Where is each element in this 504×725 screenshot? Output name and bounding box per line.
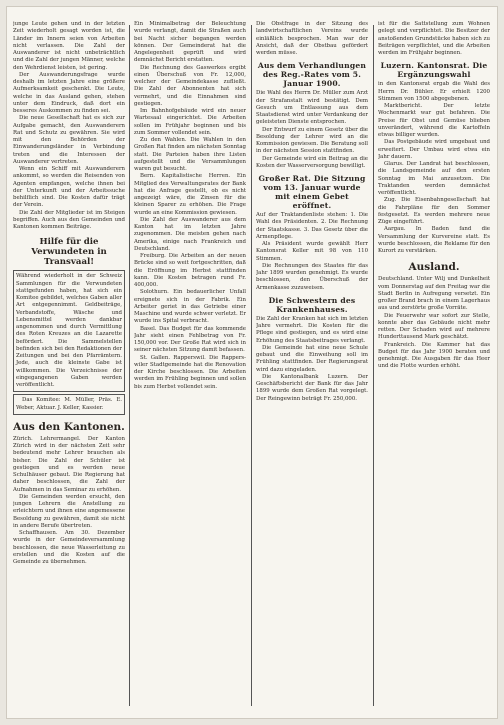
article-paragraph: Die Rechnungen des Staates für das Jahr 1899 wurden genehmigt. Es wurde beschlossen, den Überschuß der Armenkasse zuzuweisen. [256, 262, 368, 291]
article-paragraph: Frankreich. Die Kammer hat das Budget für das Jahr 1900 beraten und genehmigt. Die Ausgaben für das Heer und die Flotte wurden erhöht. [378, 341, 490, 370]
article-paragraph: junge Leute gehen und in der letzten Zeit wiederholt gesagt worden ist, die Länder im Innern seien von Arbeiten nicht verlassen. Die Zahl der Auswanderer ist nicht unbeträchtlich und die Zahl der jungen Männer, welche den Wehrdienst leisten, ist gering. [13, 21, 125, 71]
article-paragraph: Als Präsident wurde gewählt Herr Kantonsrat Keller mit 98 von 110 Stimmen. [256, 241, 368, 262]
article-paragraph: Marktbericht. Der letzte Wochenmarkt war gut befahren. Die Preise für Obst und Gemüse blieben unverändert, während die Kartoffeln etwas billiger wurden. [378, 103, 490, 138]
column-3 [256, 21, 368, 711]
article-paragraph: Solothurn. Ein bedauerlicher Unfall ereignete sich in der Fabrik. Ein Arbeiter geriet in das Getriebe einer Maschine und wurde schwer verletzt. Er wurde ins Spital verbracht. [134, 289, 246, 325]
article-paragraph: Der Entwurf zu einem Gesetz über die Besoldung der Lehrer wird an die Kommission gewiesen. Die Beratung soll in der nächsten Session stattfinden. [256, 126, 368, 155]
article-paragraph: in den Kantonsrat ergab die Wahl des Herrn Dr. Bühler. Er erhielt 1200 Stimmen von 1500 abgegebenen. [378, 81, 490, 102]
article-paragraph: Die Wahl des Herrn Dr. Müller zum Arzt der Strafanstalt wird bestätigt. Dem Gesuch um Entlassung aus dem Staatsdienst wird unter Verdankung der geleisteten Dienste entsprochen. [256, 90, 368, 126]
section-heading: Aus den Kantonen. [13, 420, 125, 433]
column-1 [13, 21, 125, 711]
article-paragraph: Wenn ein Schiff mit Auswanderern ankommt, so werden die Reisenden von Agenten empfangen, welche ihnen bei der Unterkunft und der Arbeitssuche behilflich sind. Die Kosten dafür trägt der Verein. [13, 166, 125, 209]
article-paragraph: Die Zahl der Auswanderer aus dem Kanton hat im letzten Jahre zugenommen. Die meisten gehen nach Amerika, einige nach Frankreich und Deutschland. [134, 216, 246, 252]
article-paragraph: Die Gemeinde hat eine neue Schule gebaut und die Einweihung soll im Frühling stattfinden. Der Regierungsrat wird dazu eingeladen. [256, 344, 368, 373]
article-paragraph: St. Gallen. Rapperswil. Die Rappers-wiler Stadtgemeinde hat die Renovation der Kirche beschlossen. Die Arbeiten werden im Frühling beginnen und sollen bis zum Herbst vollendet sein. [134, 354, 246, 390]
article-paragraph: Bern. Kapitalistische Herren. Ein Mitglied des Verwaltungsrates der Bank hat die Anfrage gestellt, ob es nicht angezeigt wäre, die Zinsen für die kleinen Sparer zu erhöhen. Die Frage wurde an eine Kommission gewiesen. [134, 173, 246, 216]
article-paragraph: Basel. Das Budget für das kommende Jahr sieht einen Fehlbetrag von Fr. 150,000 vor. Der Große Rat wird sich in seiner nächsten Sitzung damit befassen. [134, 325, 246, 354]
appeal-box-text: Während wiederholt in der Schweiz Sammlungen für die Verwundeten stattgefunden haben, hat sich ein Komitee gebildet, welches Gaben aller Art entgegennimmt. Geldbeiträge, Verbandstoffe, Wäsche und Lebensmittel werden dankbar angenommen und durch Vermittlung des Roten Kreuzes an die Lazarette befördert. Die Sammelstellen befinden sich bei den Redaktionen der Zeitungen und bei den Pfarrämtern. Jede, auch die kleinste Gabe ist willkommen. Die Verzeichnisse der eingegangenen Gaben werden veröffentlicht. [13, 270, 125, 392]
article-paragraph: Auf der Traktandenliste stehen: 1. Die Wahl des Präsidenten. 2. Die Rechnung der Staatskasse. 3. Das Gesetz über die Armenpflege. [256, 212, 368, 240]
section-heading: Ausland. [408, 261, 460, 274]
article-paragraph: Zug. Die Eisenbahngesellschaft hat die Fahrpläne für den Sommer festgesetzt. Es werden mehrere neue Züge eingeführt. [378, 197, 490, 225]
article-paragraph: Schaffhausen. Am 30. Dezember wurde in der Gemeindeversammlung beschlossen, die neue Wasserleitung zu erstellen und die Kosten auf die Gemeinde zu übernehmen. [13, 530, 125, 565]
article-paragraph: Der Auswanderungsfrage wurde deshalb im letzten Jahre eine größere Aufmerksamkeit geschenkt. Die Leute, welche in das Ausland gehen, stehen unter dem Eindruck, daß dort ein besseres Auskommen zu finden sei. [13, 71, 125, 114]
article-paragraph: Die Feuerwehr war sofort zur Stelle, konnte aber das Gebäude nicht mehr retten. Der Schaden wird auf mehrere Hunderttausend Mark geschätzt. [378, 312, 490, 341]
appeal-heading: Hilfe für die Verwundeten in Transvaal! [31, 237, 107, 268]
article-headline: Aus dem Verhandlungen des Reg.-Rates vom 5. Januar 1900. [257, 61, 367, 89]
article-paragraph: Freiburg. Die Arbeiten an der neuen Brücke sind so weit fortgeschritten, daß die Eröffnung im Herbst stattfinden kann. Die Kosten betragen rund Fr. 400,000. [134, 253, 246, 288]
article-paragraph: Zu den Wahlen. Die Wahlen in den Großen Rat finden am nächsten Sonntag statt. Die Parteien haben ihre Listen aufgestellt und die Versammlungen waren gut besucht. [134, 137, 246, 172]
article-paragraph: Ein Minimalbetrag der Beleuchtung wurde verlangt, damit die Straßen auch bei Nacht sicher begangen werden können. Der Gemeinderat hat die Angelegenheit geprüft und wird demnächst Bericht erstatten. [134, 21, 246, 64]
article-paragraph: Die Zahl der Kranken hat sich im letzten Jahre vermehrt. Die Kosten für die Pflege sind gestiegen, und es wird eine Erhöhung des Staatsbeitrages verlangt. [256, 315, 368, 344]
article-paragraph: Die Zahl der Mitglieder ist im Steigen begriffen. Auch aus den Gemeinden und Kantonen kommen Beiträge. [13, 209, 125, 230]
article-paragraph: Glarus. Der Landrat hat beschlossen, die Landsgemeinde auf den ersten Sonntag im Mai anzusetzen. Die Traktanden werden demnächst veröffentlicht. [378, 161, 490, 196]
article-paragraph: Der Gemeinde wird ein Beitrag an die Kosten der Wasserversorgung bewilligt. [256, 155, 368, 169]
article-headline: Die Schwestern des Krankenhauses. [268, 295, 356, 314]
article-paragraph: Im Bahnhofgebäude wird ein neuer Wartesaal eingerichtet. Die Arbeiten sollen im Frühjahr beginnen und bis zum Sommer vollendet sein. [134, 108, 246, 136]
article-paragraph: Die Rechnung des Gaswerkes ergibt einen Überschuß von Fr. 12,000, welcher der Gemeindekasse zufließt. Die Zahl der Abonnenten hat sich vermehrt, und die Einnahmen sind gestiegen. [134, 64, 246, 107]
newspaper-page [6, 6, 498, 719]
article-paragraph: ist für die Sattstellung zum Wohnen gelegt und verpflichtet. Die Besitzer der anstoßenden Grundstücke haben sich zu Beiträgen verpflichtet, und die Arbeiten werden im Frühjahr beginnen. [378, 21, 490, 56]
appeal-box-text: Das Komitee: M. Müller, Präs. E. Weber, Aktuar. J. Keller, Kassier. [13, 394, 125, 415]
column-4 [378, 21, 490, 711]
column-rule [373, 25, 374, 706]
column-2 [134, 21, 246, 711]
article-paragraph: Aargau. In Baden fand die Versammlung der Kurvereine statt. Es wurde beschlossen, die Reklame für den Kurort zu verstärken. [378, 226, 490, 254]
article-paragraph: Deutschland. Unter Wilj und Dunkelheit vom Donnerstag auf den Freitag war die Stadt Berlin in Aufregung versetzt. Ein großer Brand brach in einem Lagerhaus aus und zerstörte große Vorräte. [378, 276, 490, 312]
article-headline: Großer Rat. Die Sitzung vom 13. Januar wurde mit einem Gebet eröffnet. [258, 174, 366, 210]
article-paragraph: Das Postgebäude wird umgebaut und erweitert. Der Umbau wird etwa ein Jahr dauern. [378, 139, 490, 160]
column-rule [251, 25, 252, 706]
article-paragraph: Die Gemeinden werden ersucht, den jungen Lehrern die Anstellung zu erleichtern und ihnen eine angemessene Besoldung zu gewähren, damit sie nicht in andere Berufe übertreten. [13, 493, 125, 529]
article-paragraph: Die neue Gesellschaft hat es sich zur Aufgabe gemacht, den Auswanderern Rat und Schutz zu gewähren. Sie wird mit den Behörden der Einwanderungsländer in Verbindung treten und die Interessen der Auswanderer vertreten. [13, 115, 125, 165]
article-paragraph: Zürich. Lehrermangel. Der Kanton Zürich wird in der nächsten Zeit sehr bedeutend mehr Lehrer brauchen als bisher. Die Zahl der Schüler ist gestiegen und es werden neue Schulhäuser gebaut. Die Regierung hat daher beschlossen, die Zahl der Aufnahmen in das Seminar zu erhöhen. [13, 435, 125, 493]
article-paragraph: Die Obstfrage in der Sitzung des landwirtschaftlichen Vereins wurde einläßlich besprochen. Man war der Ansicht, daß der Obstbau gefördert werden müsse. [256, 21, 368, 56]
column-rule [129, 25, 130, 706]
article-headline: Luzern. Kantonsrat. Die Ergänzungswahl [380, 61, 488, 80]
article-paragraph: Die Kantonalbank Luzern. Der Geschäftsbericht der Bank für das Jahr 1899 wurde dem Großen Rat vorgelegt. Der Reingewinn beträgt Fr. 250,000. [256, 373, 368, 402]
